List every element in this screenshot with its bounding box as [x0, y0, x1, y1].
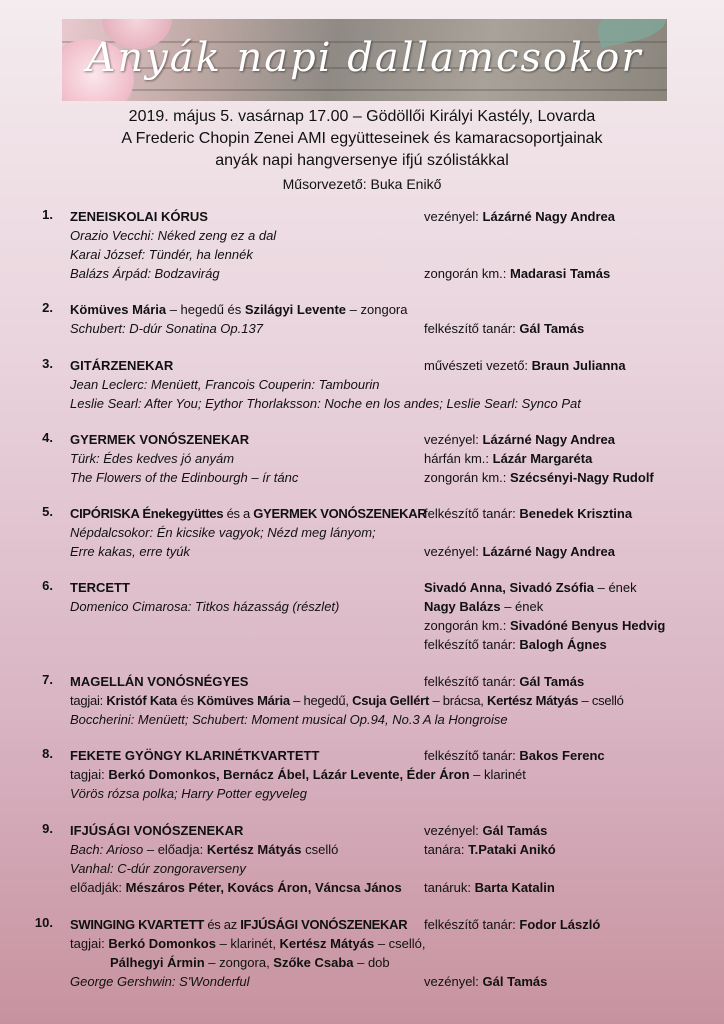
work: Bach: Arioso – előadja: Kertész Mátyás cselló	[70, 842, 339, 857]
title-banner	[62, 19, 667, 101]
members: tagjai: Berkó Domonkos, Bernácz Ábel, Lázár Levente, Éder Áron – klarinét	[70, 767, 526, 782]
item-number: 9.	[42, 821, 53, 836]
item-title: GITÁRZENEKAR	[70, 358, 174, 373]
work: Karai József: Tündér, ha lennék	[70, 247, 253, 262]
work: Leslie Searl: After You; Eythor Thorlaksson: Noche en los andes; Leslie Searl: Synco Pat	[70, 396, 581, 411]
item-role: felkészítő tanár: Benedek Krisztina	[424, 506, 633, 521]
item-title: MAGELLÁN VONÓSNÉGYES	[70, 674, 249, 689]
host: Műsorvezető: Buka Enikő	[282, 176, 442, 192]
item-title: TERCETT	[70, 580, 130, 595]
item-role: tanáruk: Barta Katalin	[424, 880, 555, 895]
item-role: zongorán km.: Szécsényi-Nagy Rudolf	[424, 470, 654, 485]
work: Orazio Vecchi: Néked zeng ez a dal	[70, 228, 277, 243]
work: Balázs Árpád: Bodzavirág	[70, 266, 220, 281]
item-role: vezényel: Lázárné Nagy Andrea	[424, 432, 615, 447]
event-info: 2019. május 5. vasárnap 17.00 – Gödöllői Királyi Kastély, Lovarda	[128, 108, 596, 125]
item-number: 4.	[42, 430, 53, 445]
item-number: 1.	[42, 207, 53, 222]
work: George Gershwin: S'Wonderful	[70, 974, 250, 989]
work: Domenico Cimarosa: Titkos házasság (részlet)	[70, 599, 340, 614]
item-role: vezényel: Gál Tamás	[424, 823, 548, 838]
item-role: Sivadó Anna, Sivadó Zsófia – ének	[424, 580, 637, 595]
event-subtitle: A Frederic Chopin Zenei AMI együtteseinek és kamaracsoportjainak	[121, 130, 603, 147]
work: Türk: Édes kedves jó anyám	[70, 451, 235, 466]
item-number: 2.	[42, 300, 53, 315]
item-role: vezényel: Lázárné Nagy Andrea	[424, 544, 615, 559]
item-number: 5.	[42, 504, 53, 519]
item-title: GYERMEK VONÓSZENEKAR	[70, 432, 250, 447]
item-role: Nagy Balázs – ének	[424, 599, 544, 614]
item-role: vezényel: Lázárné Nagy Andrea	[424, 209, 615, 224]
item-role: zongorán km.: Madarasi Tamás	[424, 266, 611, 281]
work: Boccherini: Menüett; Schubert: Moment musical Op.94, No.3 A la Hongroise	[70, 712, 508, 727]
item-role: felkészítő tanár: Balogh Ágnes	[424, 637, 607, 652]
item-role: felkészítő tanár: Bakos Ferenc	[424, 748, 605, 763]
item-role: hárfán km.: Lázár Margaréta	[424, 451, 593, 466]
work: Erre kakas, erre tyúk	[70, 544, 190, 559]
members: tagjai: Berkó Domonkos – klarinét, Kertész Mátyás – cselló,	[70, 936, 426, 951]
work: Népdalcsokor: Én kicsike vagyok; Nézd meg lányom;	[70, 525, 376, 540]
item-role: felkészítő tanár: Fodor László	[424, 917, 601, 932]
work: Vörös rózsa polka; Harry Potter egyveleg	[70, 786, 307, 801]
item-number: 7.	[42, 672, 53, 687]
item-number: 8.	[42, 746, 53, 761]
item-role: zongorán km.: Sivadóné Benyus Hedvig	[424, 618, 666, 633]
item-title: FEKETE GYÖNGY KLARINÉTKVARTETT	[70, 748, 320, 763]
members: Pálhegyi Ármin – zongora, Szőke Csaba – dob	[110, 955, 390, 970]
event-subtitle-2: anyák napi hangversenye ifjú szólistákkal	[215, 152, 509, 169]
item-title: CIPÓRISKA Énekegyüttes és a GYERMEK VONÓSZENEKAR	[70, 506, 427, 521]
work: The Flowers of the Edinbourgh – ír tánc	[70, 470, 299, 485]
work: Jean Leclerc: Menüett, Francois Couperin: Tambourin	[70, 377, 380, 392]
item-title: IFJÚSÁGI VONÓSZENEKAR	[70, 823, 244, 838]
page-title: Anyák napi dallamcsokor	[86, 35, 643, 81]
item-number: 3.	[42, 356, 53, 371]
members: előadják: Mészáros Péter, Kovács Áron, Váncsa János	[70, 880, 402, 895]
item-role: felkészítő tanár: Gál Tamás	[424, 321, 585, 336]
item-title: ZENEISKOLAI KÓRUS	[70, 209, 208, 224]
item-number: 6.	[42, 578, 53, 593]
item-role: felkészítő tanár: Gál Tamás	[424, 674, 585, 689]
work: Vanhal: C-dúr zongoraverseny	[70, 861, 246, 876]
item-role: művészeti vezető: Braun Julianna	[424, 358, 626, 373]
work: Schubert: D-dúr Sonatina Op.137	[70, 321, 263, 336]
item-title: SWINGING KVARTETT és az IFJÚSÁGI VONÓSZENEKAR	[70, 917, 408, 932]
item-number: 10.	[34, 915, 53, 930]
item-role: vezényel: Gál Tamás	[424, 974, 548, 989]
members: tagjai: Kristóf Kata és Kömüves Mária – hegedű, Csuja Gellért – brácsa, Kertész Mátyás – cselló	[70, 693, 624, 708]
item-role: tanára: T.Pataki Anikó	[424, 842, 556, 857]
item-title: Kömüves Mária – hegedű és Szilágyi Levente – zongora	[70, 302, 408, 317]
